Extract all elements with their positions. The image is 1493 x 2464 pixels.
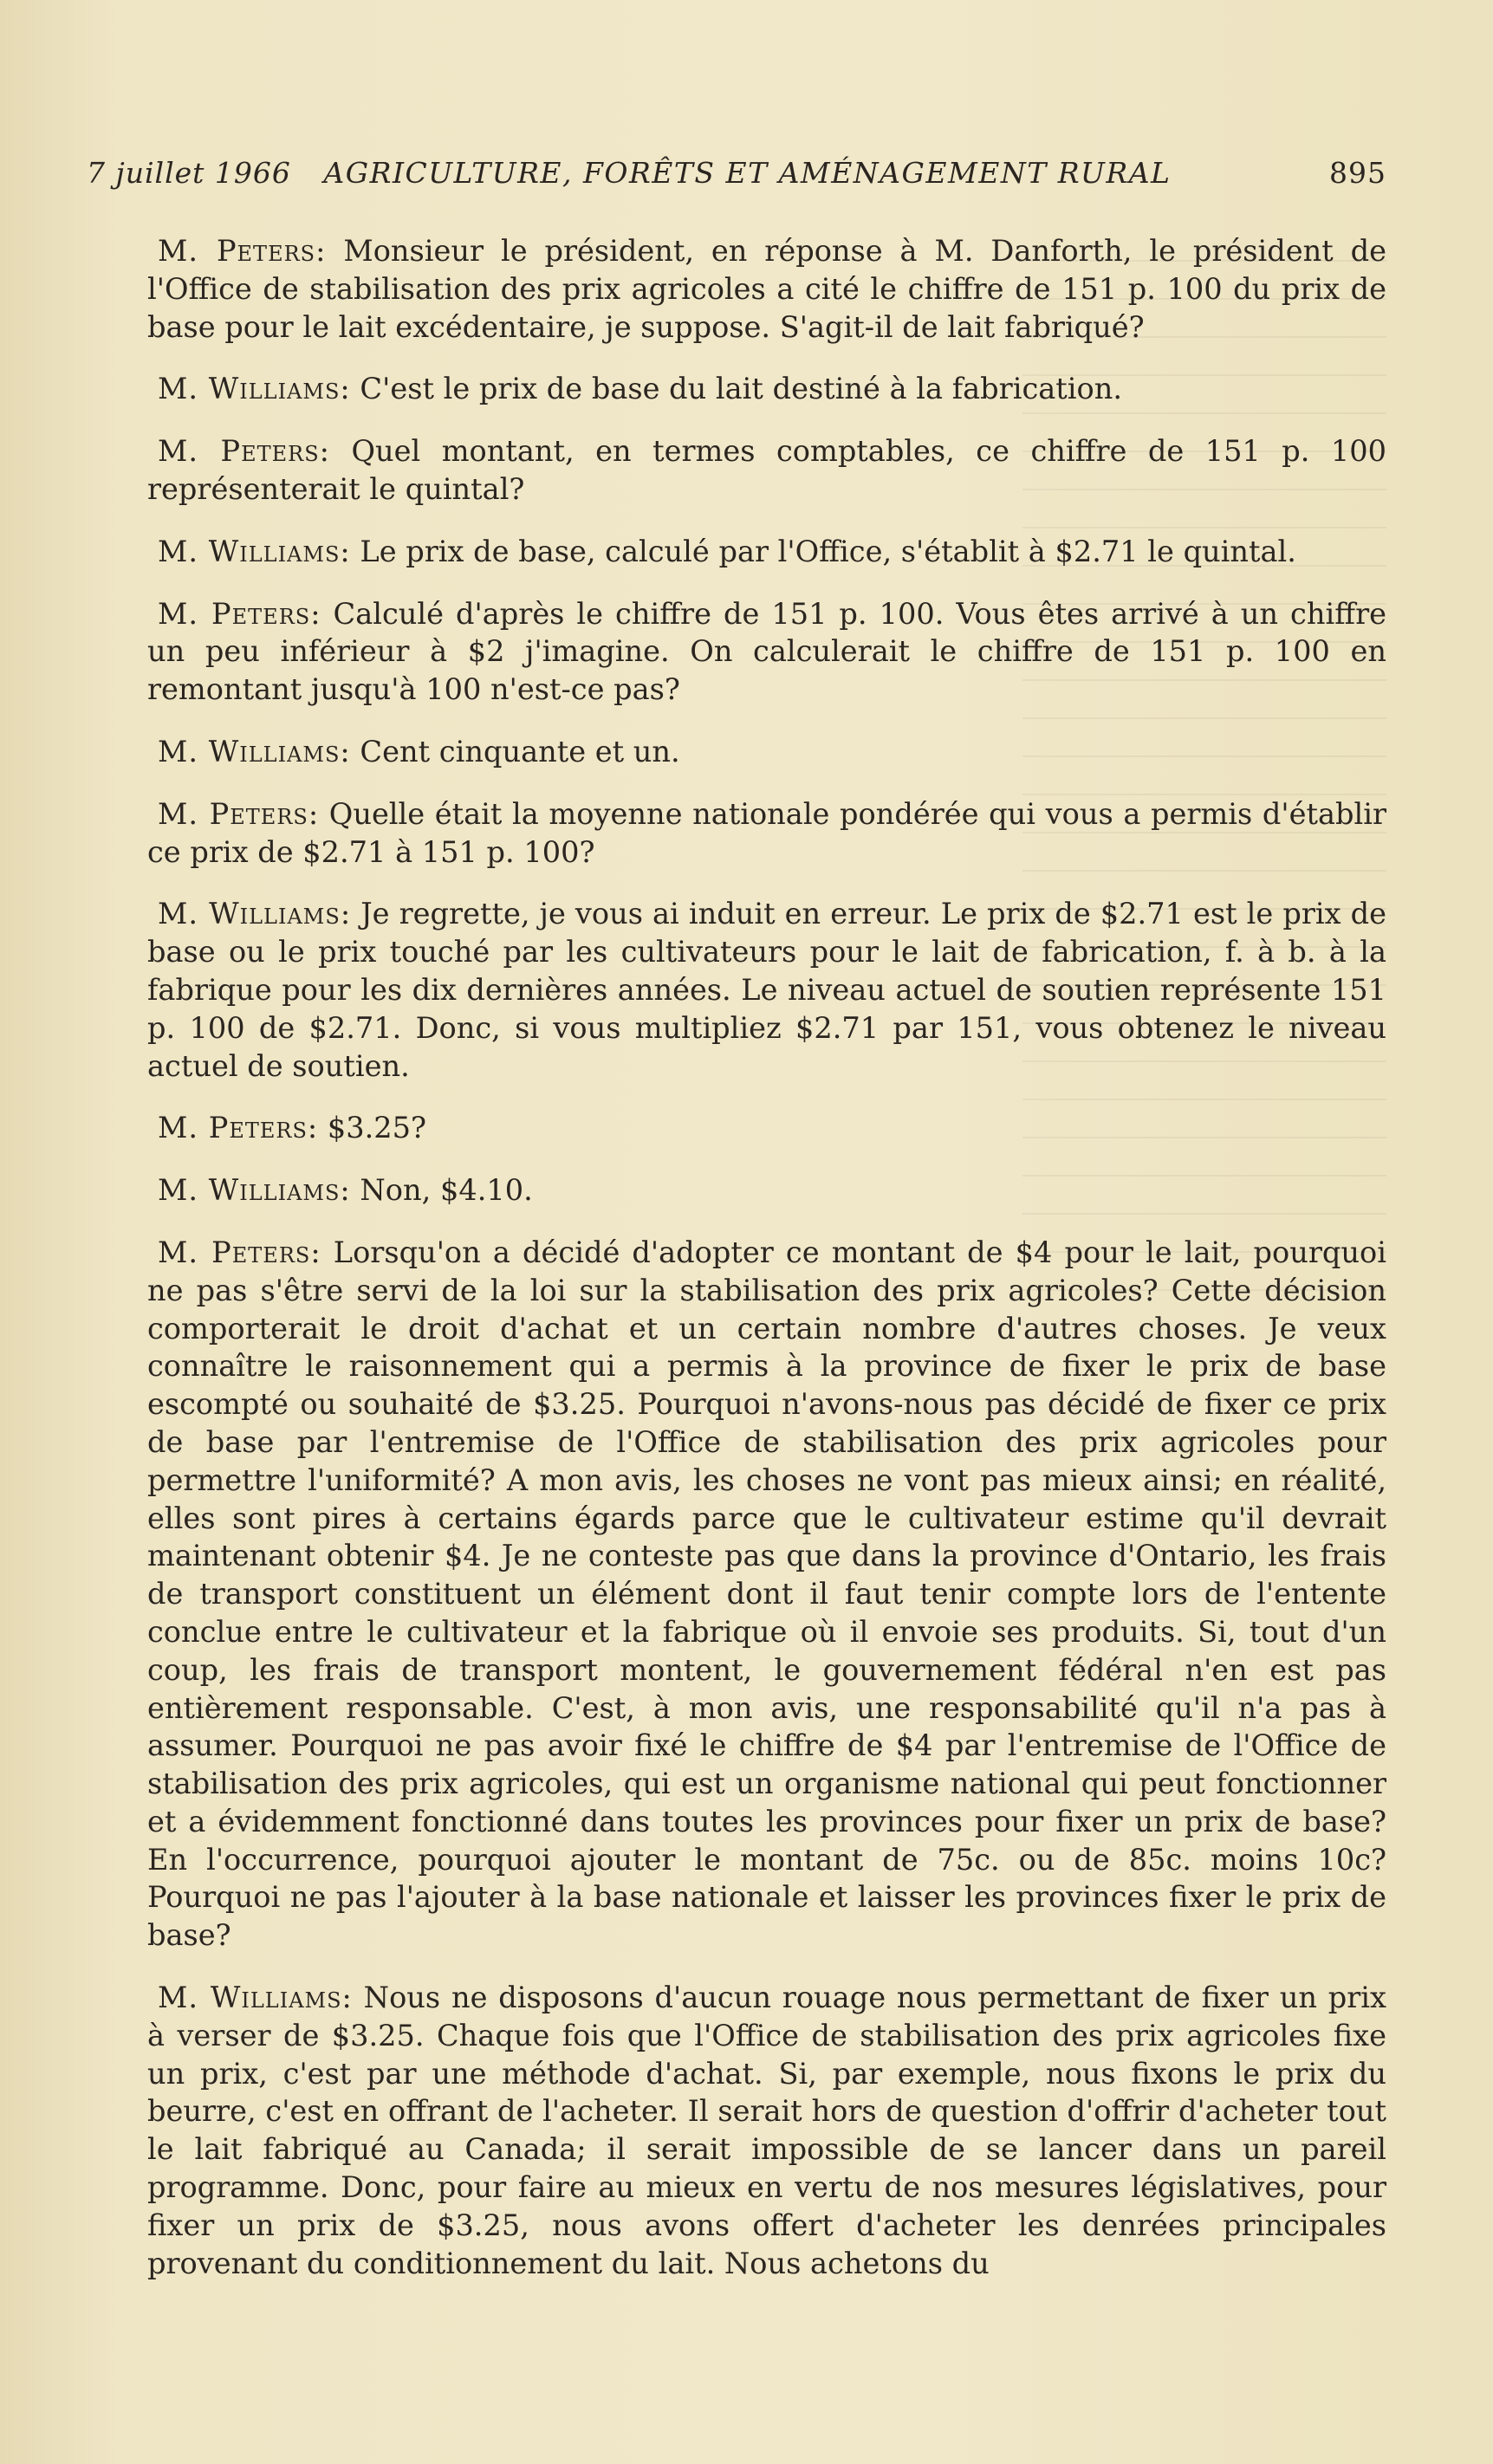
running-header <box>87 156 1386 190</box>
paragraph <box>147 795 1386 872</box>
paragraph-text: Quel montant, en termes comptables, ce chiffre de 151 p. 100 représenterait le quintal? <box>147 434 1386 506</box>
paragraph-text: Quelle était la moyenne nationale pondérée qui vous a permis d'établir ce prix de $2.71 à 151 p. 100? <box>147 796 1386 869</box>
speaker-name: M. Williams: <box>158 372 351 406</box>
paragraph <box>147 1979 1386 2282</box>
header-title: AGRICULTURE, FORÊTS ET AMÉNAGEMENT RURAL <box>323 156 1172 190</box>
paragraph-text: Le prix de base, calculé par l'Office, s'établit à $2.71 le quintal. <box>350 534 1296 568</box>
speaker-name: M. Williams: <box>158 1173 351 1208</box>
paragraph <box>147 1109 1386 1147</box>
speaker-name: M. Peters: <box>158 596 321 631</box>
speaker-name: M. Williams: <box>158 1981 353 2015</box>
page-number: 895 <box>1329 156 1386 190</box>
paragraph <box>147 733 1386 771</box>
speaker-name: M. Williams: <box>158 534 351 568</box>
paragraph-text: $3.25? <box>318 1111 427 1145</box>
paragraph-text: Non, $4.10. <box>350 1173 533 1208</box>
paragraph <box>147 595 1386 709</box>
paragraph <box>147 1171 1386 1209</box>
paragraph-text: Nous ne disposons d'aucun rouage nous permettant de fixer un prix à verser de $3.25. Chaque fois que l'Office de stabilisation des prix agricoles fixe un prix, c'est par une méthode d'achat. Si, par exemple, nous fixons le prix du beurre, c'est en offrant de l'acheter. Il serait hors de question d'offrir d'acheter tout le lait fabriqué au Canada; il serait impossible de se lancer dans un pareil programme. Donc, pour faire au mieux en vertu de nos mesures législatives, pour fixer un prix de $3.25, nous avons offert d'acheter les denrées principales provenant du conditionnement du lait. Nous achetons du <box>147 1981 1386 2280</box>
paragraph <box>147 1234 1386 1955</box>
speaker-name: M. Peters: <box>158 1235 321 1269</box>
paragraph <box>147 533 1386 571</box>
paragraph-text: Je regrette, je vous ai induit en erreur. Le prix de $2.71 est le prix de base ou le prix touché par les cultivateurs pour le lait de fabrication, f. à b. à la fabrique pour les dix dernières années. Le niveau actuel de soutien représente 151 p. 100 de $2.71. Donc, si vous multipliez $2.71 par 151, vous obtenez le niveau actuel de soutien. <box>147 897 1386 1083</box>
paragraph <box>147 370 1386 408</box>
header-date: 7 juillet 1966 <box>87 156 291 190</box>
paragraph-text: Calculé d'après le chiffre de 151 p. 100. Vous êtes arrivé à un chiffre un peu inférieur à $2 j'imagine. On calculerait le chiffre de 151 p. 100 en remontant jusqu'à 100 n'est-ce pas? <box>147 596 1387 707</box>
transcript-body <box>147 232 1386 2306</box>
paragraph-text: C'est le prix de base du lait destiné à la fabrication. <box>350 372 1123 406</box>
speaker-name: M. Peters: <box>158 1111 319 1145</box>
speaker-name: M. Williams: <box>158 897 352 931</box>
paragraph-text: Cent cinquante et un. <box>350 734 680 768</box>
paragraph-text: Lorsqu'on a décidé d'adopter ce montant de $4 pour le lait, pourquoi ne pas s'être servi de la loi sur la stabilisation des prix agricoles? Cette décision comporterait le droit d'achat et un certain nombre d'autres choses. Je veux connaître le raisonnement qui a permis à la province de fixer le prix de base escompté ou souhaité de $3.25. Pourquoi n'avons-nous pas décidé de fixer ce prix de base par l'entremise de l'Office de stabilisation des prix agricoles pour permettre l'uniformité? A mon avis, les choses ne vont pas mieux ainsi; en réalité, elles sont pires à certains égards parce que le cultivateur estime qu'il devrait maintenant obtenir $4. Je ne conteste pas que dans la province d'Ontario, les frais de transport constituent un élément dont il faut tenir compte lors de l'entente conclue entre le cultivateur et la fabrique où il envoie ses produits. Si, tout d'un coup, les frais de transport montent, le gouvernement fédéral n'en est pas entièrement responsable. C'est, à mon avis, une responsabilité qu'il n'a pas à assumer. Pourquoi ne pas avoir fixé le chiffre de $4 par l'entremise de l'Office de stabilisation des prix agricoles, qui est un organisme national qui peut fonctionner et a évidemment fonctionné dans toutes les provinces pour fixer un prix de base? En l'occurrence, pourquoi ajouter le montant de 75c. ou de 85c. moins 10c? Pourquoi ne pas l'ajouter à la base nationale et laisser les provinces fixer le prix de base? <box>147 1235 1386 1953</box>
paragraph <box>147 432 1386 509</box>
speaker-name: M. Peters: <box>158 796 320 831</box>
speaker-name: M. Peters: <box>158 434 330 469</box>
speaker-name: M. Peters: <box>158 234 327 268</box>
speaker-name: M. Williams: <box>158 734 351 768</box>
paragraph <box>147 895 1386 1085</box>
paragraph <box>147 232 1386 346</box>
paragraph-text: Monsieur le président, en réponse à M. Danforth, le président de l'Office de stabilisation des prix agricoles a cité le chiffre de 151 p. 100 du prix de base pour le lait excédentaire, je suppose. S'agit-il de lait fabriqué? <box>147 234 1386 344</box>
